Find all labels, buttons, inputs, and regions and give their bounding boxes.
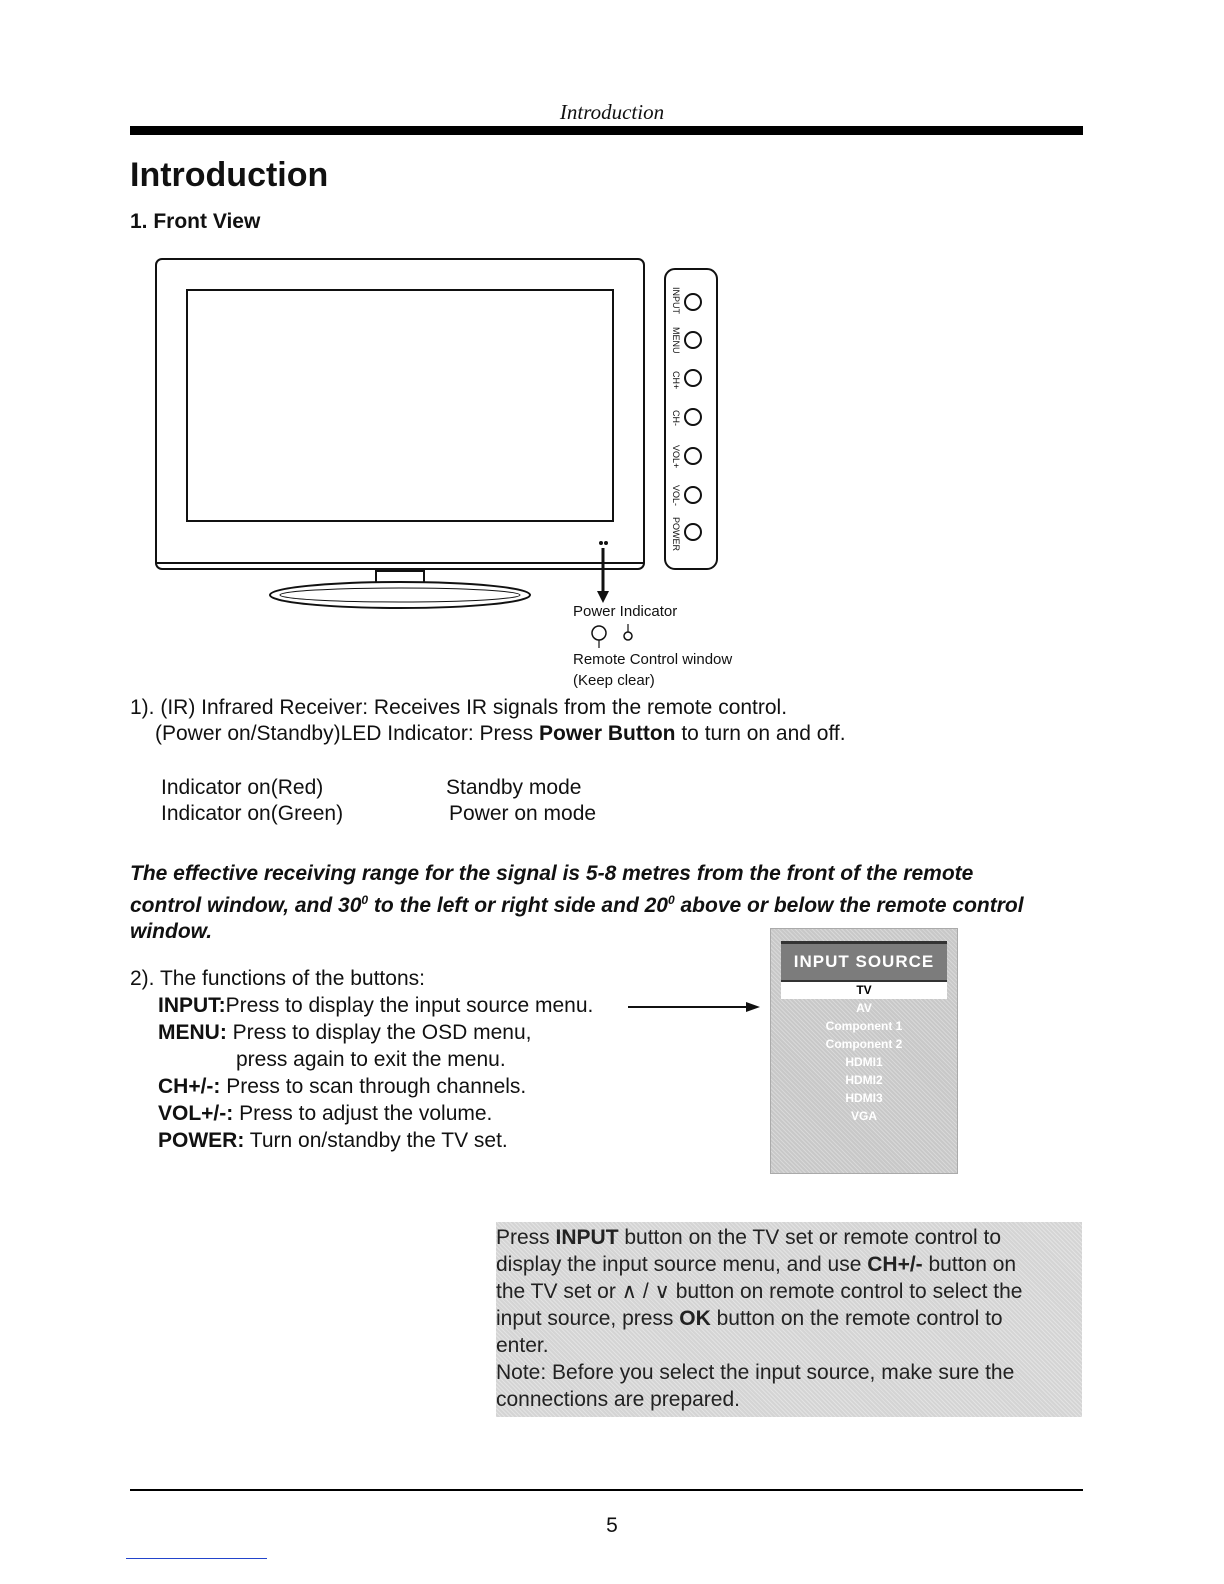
instruction-line5: enter. <box>496 1334 549 1357</box>
osd-item-tv[interactable]: TV <box>781 982 947 999</box>
ir-receiver-text: 1). (IR) Infrared Receiver: Receives IR signals from the remote control. <box>130 696 788 719</box>
power-button-ref: Power Button <box>539 722 676 745</box>
range-note-line3: window. <box>130 920 213 943</box>
keep-clear-label: (Keep clear) <box>573 672 655 689</box>
osd-item-hdmi3[interactable]: HDMI3 <box>845 1091 883 1105</box>
indicator-row-red-mode: Standby mode <box>446 776 582 799</box>
instruction-line7: connections are prepared. <box>496 1388 740 1411</box>
function-row-input: INPUT:Press to display the input source menu. <box>158 994 594 1017</box>
page-title: Introduction <box>130 156 329 194</box>
led-indicator-text <box>155 720 846 747</box>
instruction-line3: the TV set or ∧ / ∨ button on remote control to select the <box>496 1280 1023 1303</box>
ch-minus-button-icon <box>685 409 701 425</box>
header-rule <box>130 126 1083 135</box>
menu-button-label: MENU <box>671 327 681 354</box>
function-row-vol: VOL+/-: Press to adjust the volume. <box>158 1102 493 1125</box>
led-indicator-text-pre: (Power on/Standby)LED Indicator: Press <box>155 722 540 745</box>
range-note-line2: control window, and $30^0$ to the left or right side and $20^0$ above or below the remote control <box>130 893 1024 917</box>
input-button-icon <box>685 294 701 310</box>
instruction-line1: Press INPUT button on the TV set or remote control to <box>496 1226 1002 1249</box>
osd-item-component1[interactable]: Component 1 <box>825 1019 903 1033</box>
instruction-line4: input source, press OK button on the remote control to <box>496 1307 1003 1330</box>
function-row-menu-cont: press again to exit the menu. <box>236 1048 506 1071</box>
instruction-line6: Note: Before you select the input source, make sure the <box>496 1361 1015 1384</box>
indicator-row-red-state: Indicator on(Red) <box>161 776 324 799</box>
tv-stand-base <box>270 582 530 608</box>
remote-sensor-dot <box>604 541 608 545</box>
footer-link-line <box>126 1558 267 1559</box>
remote-window-label: Remote Control window <box>573 651 733 668</box>
power-button-icon <box>685 524 701 540</box>
running-header: Introduction <box>559 100 665 124</box>
arrow-to-osd <box>628 1000 763 1014</box>
footer-rule <box>130 1489 1083 1491</box>
function-row-ch: CH+/-: Press to scan through channels. <box>158 1075 527 1098</box>
function-row-power: POWER: Turn on/standby the TV set. <box>158 1129 508 1152</box>
tv-front-view-diagram <box>150 255 770 625</box>
osd-title: INPUT SOURCE <box>781 941 947 983</box>
menu-button-icon <box>685 332 701 348</box>
ch-minus-button-label: CH- <box>671 410 681 426</box>
power-indicator-label: Power Indicator <box>573 603 678 620</box>
led-indicator-text-post: to turn on and off. <box>675 722 846 745</box>
power-button-label: POWER <box>671 517 681 552</box>
osd-item-vga[interactable]: VGA <box>850 1109 877 1123</box>
indicator-row-green-state: Indicator on(Green) <box>161 802 344 825</box>
tv-screen <box>187 290 613 521</box>
vol-plus-button-label: VOL+ <box>671 445 681 469</box>
instruction-line2: display the input source menu, and use CH+/- button on <box>496 1253 1017 1276</box>
function-row-menu: MENU: Press to display the OSD menu, <box>158 1021 532 1044</box>
osd-item-hdmi1[interactable]: HDMI1 <box>845 1055 883 1069</box>
section-heading: 1. Front View <box>130 210 261 233</box>
input-button-label: INPUT <box>671 287 681 314</box>
osd-item-hdmi2[interactable]: HDMI2 <box>845 1073 883 1087</box>
ch-plus-button-icon <box>685 370 701 386</box>
functions-heading: 2). The functions of the buttons: <box>130 967 425 990</box>
instruction-box <box>496 1222 1082 1417</box>
indicator-row-green-mode: Power on mode <box>449 802 597 825</box>
input-source-osd <box>770 928 958 1174</box>
osd-item-component2[interactable]: Component 2 <box>825 1037 903 1051</box>
vol-plus-button-icon <box>685 448 701 464</box>
vol-minus-button-icon <box>685 487 701 503</box>
ch-plus-button-label: CH+ <box>671 371 681 390</box>
power-indicator-led <box>599 541 603 545</box>
vol-minus-button-label: VOL- <box>671 485 681 507</box>
page-number: 5 <box>606 1514 618 1537</box>
range-note-line1: The effective receiving range for the signal is 5-8 metres from the front of the remote <box>130 862 974 885</box>
remote-window-icon <box>590 622 640 652</box>
osd-item-av[interactable]: AV <box>856 1001 872 1015</box>
